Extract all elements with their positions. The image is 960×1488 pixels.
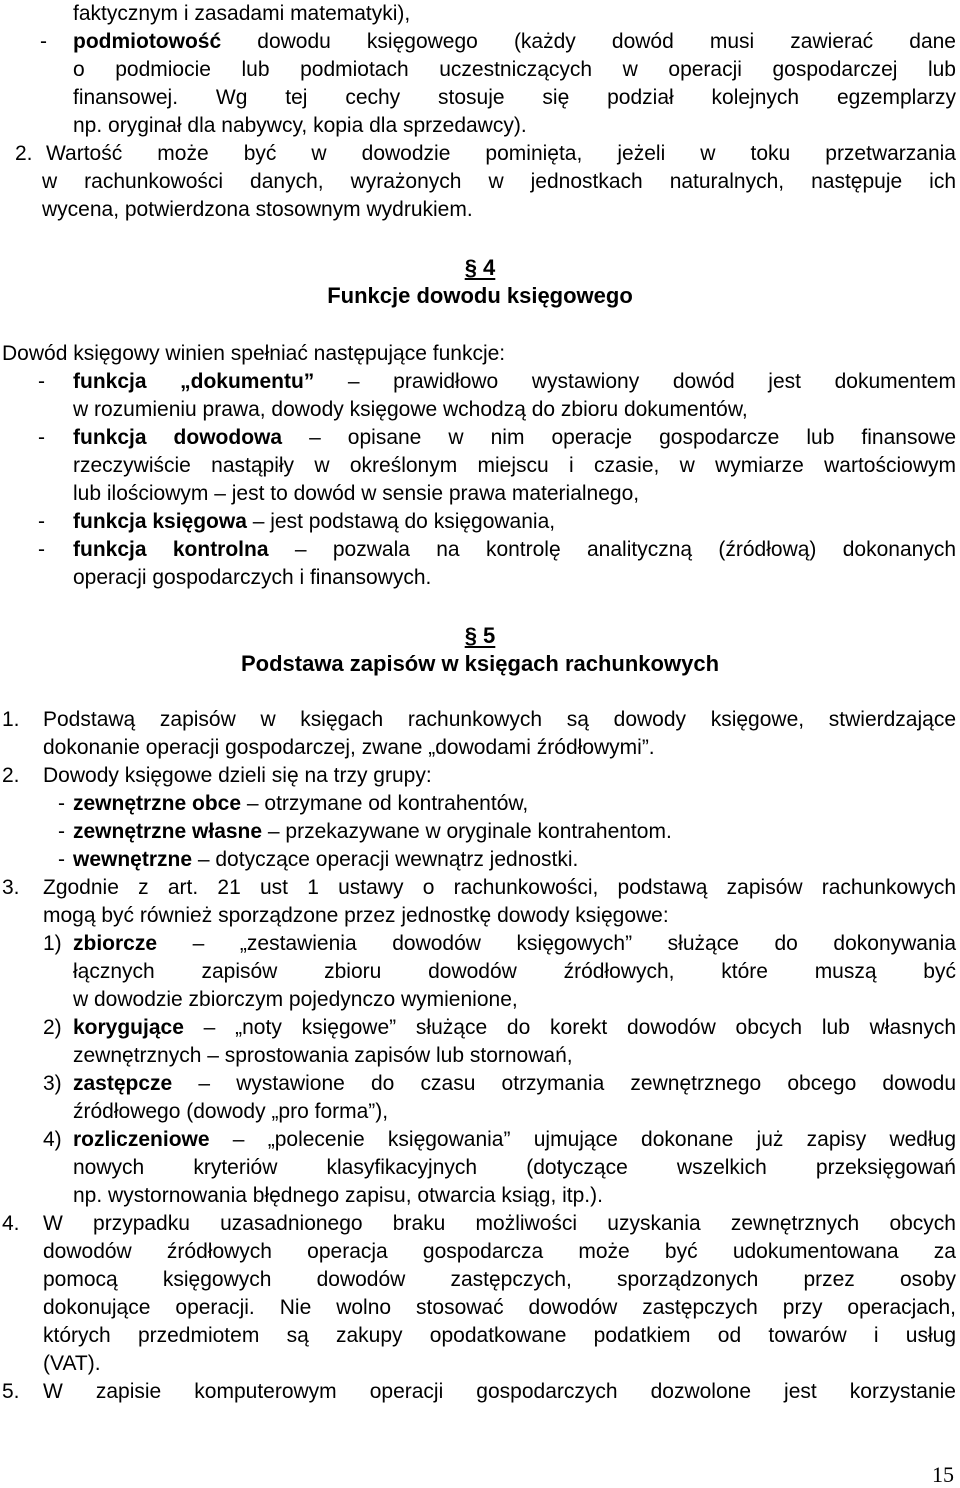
list-item-text xyxy=(73,368,956,396)
list-marker: 5. xyxy=(2,1380,20,1403)
list-item-description: – przekazywane w oryginale kontrahentom. xyxy=(262,820,672,843)
list-marker: - xyxy=(38,370,45,393)
paragraph-line xyxy=(0,112,960,140)
list-item-text xyxy=(73,1014,956,1042)
list-item xyxy=(0,140,960,168)
paragraph-line xyxy=(0,0,960,28)
list-item xyxy=(0,368,960,396)
paragraph-line xyxy=(0,958,960,986)
paragraph-line-text: lub ilościowym – jest to dowód w sensie prawa materialnego, xyxy=(73,482,640,505)
list-item-term: funkcja kontrolna xyxy=(73,538,269,561)
list-item-text xyxy=(73,1070,956,1098)
list-item xyxy=(0,930,960,958)
paragraph-line xyxy=(0,1350,960,1378)
paragraph-line-text: w rachunkowości danych, wyrażonych w jednostkach naturalnych, następuje ich xyxy=(42,170,956,193)
paragraph-line-text: których przedmiotem są zakupy opodatkowane podatkiem od towarów i usług xyxy=(43,1324,956,1347)
list-item-description: W przypadku uzasadnionego braku możliwości uzyskania zewnętrznych obcych xyxy=(43,1212,956,1235)
list-item-text xyxy=(73,424,956,452)
list-item-text xyxy=(73,846,956,874)
list-item-term: korygujące xyxy=(73,1016,184,1039)
list-item-description: – prawidłowo wystawiony dowód jest dokumentem xyxy=(314,370,956,393)
paragraph-line xyxy=(0,1266,960,1294)
page-number: 15 xyxy=(932,1462,954,1487)
list-item-text xyxy=(73,28,956,56)
list-marker: 1. xyxy=(2,708,20,731)
paragraph-line-text: dokonanie operacji gospodarczej, zwane „dowodami źródłowymi”. xyxy=(43,736,655,759)
list-item-term: wewnętrzne xyxy=(73,848,193,871)
list-item xyxy=(0,1210,960,1238)
paragraph-line xyxy=(0,1182,960,1210)
list-item-text xyxy=(73,790,956,818)
section-number-text: § 5 xyxy=(464,623,496,648)
paragraph-line-text: np. oryginał dla nabywcy, kopia dla sprzedawcy). xyxy=(73,114,527,137)
list-marker: 2) xyxy=(43,1016,62,1039)
list-marker: 1) xyxy=(43,932,62,955)
paragraph-line xyxy=(0,340,960,368)
list-item-text xyxy=(73,1126,956,1154)
list-marker: 2. xyxy=(2,764,20,787)
paragraph-line-text: zewnętrznych – sprostowania zapisów lub stornowań, xyxy=(73,1044,573,1067)
list-marker: - xyxy=(40,30,47,53)
list-marker: - xyxy=(38,538,45,561)
list-item xyxy=(0,1014,960,1042)
list-item-description: – wystawione do czasu otrzymania zewnętrznego obcego dowodu xyxy=(172,1072,956,1095)
list-marker: - xyxy=(58,848,65,871)
list-item xyxy=(0,818,960,846)
list-item xyxy=(0,790,960,818)
section-number xyxy=(0,254,960,282)
list-item-description: – „polecenie księgowania” ujmujące dokonane już zapisy według xyxy=(209,1128,956,1151)
list-item-text xyxy=(73,930,956,958)
list-item xyxy=(0,1070,960,1098)
list-item-description: W zapisie komputerowym operacji gospodarczych dozwolone jest korzystanie xyxy=(43,1380,956,1403)
paragraph-line-text: wycena, potwierdzona stosownym wydrukiem. xyxy=(42,198,473,221)
list-marker: 3) xyxy=(43,1072,62,1095)
paragraph-line-text: źródłowego (dowody „pro forma”), xyxy=(73,1100,389,1123)
list-item-text xyxy=(43,1210,956,1238)
list-item-term: funkcja dowodowa xyxy=(73,426,283,449)
list-item xyxy=(0,28,960,56)
paragraph-line-text: finansowej. Wg tej cechy stosuje się podział kolejnych egzemplarzy xyxy=(73,86,956,109)
paragraph-line-text: pomocą księgowych dowodów zastępczych, sporządzonych przez osoby xyxy=(43,1268,956,1291)
section-number xyxy=(0,622,960,650)
list-item-description: – „zestawienia dowodów księgowych” służące do dokonywania xyxy=(157,932,956,955)
list-item-text xyxy=(43,1378,956,1406)
list-item xyxy=(0,424,960,452)
section-heading xyxy=(0,282,960,310)
list-item-description: – dotyczące operacji wewnątrz jednostki. xyxy=(192,848,579,871)
paragraph-line xyxy=(0,480,960,508)
list-item-description: Zgodnie z art. 21 ust 1 ustawy o rachunkowości, podstawą zapisów rachunkowych xyxy=(43,876,956,899)
paragraph-line xyxy=(0,196,960,224)
list-item xyxy=(0,1378,960,1406)
list-item-term: podmiotowość xyxy=(73,30,222,53)
list-item-text xyxy=(43,762,956,790)
list-item-text xyxy=(73,508,956,536)
paragraph-line xyxy=(0,734,960,762)
list-item-description: – opisane w nim operacje gospodarcze lub finansowe xyxy=(282,426,956,449)
list-item-description: – pozwala na kontrolę analityczną (źródłową) dokonanych xyxy=(268,538,956,561)
list-item-description: Dowody księgowe dzieli się na trzy grupy: xyxy=(43,764,432,787)
list-marker: - xyxy=(38,510,45,533)
paragraph-line-text: łącznych zapisów zbioru dowodów źródłowych, które muszą być xyxy=(73,960,956,983)
paragraph-line xyxy=(0,1322,960,1350)
list-item-term: zbiorcze xyxy=(73,932,158,955)
paragraph-line xyxy=(0,986,960,1014)
list-item-term: zastępcze xyxy=(73,1072,173,1095)
section-heading xyxy=(0,650,960,678)
paragraph-line xyxy=(0,1154,960,1182)
list-marker: - xyxy=(58,792,65,815)
paragraph-line-text: w dowodzie zbiorczym pojedynczo wymienione, xyxy=(73,988,518,1011)
list-item xyxy=(0,706,960,734)
list-item-term: zewnętrzne obce xyxy=(73,792,242,815)
list-marker: 2. xyxy=(15,142,33,165)
paragraph-line xyxy=(0,452,960,480)
paragraph-line xyxy=(0,396,960,424)
list-marker: - xyxy=(38,426,45,449)
paragraph-line-text: operacji gospodarczych i finansowych. xyxy=(73,566,432,589)
list-item-description: Wartość może być w dowodzie pominięta, jeżeli w toku przetwarzania xyxy=(46,142,956,165)
list-item-term: rozliczeniowe xyxy=(73,1128,210,1151)
paragraph-line-text: Dowód księgowy winien spełniać następujące funkcje: xyxy=(2,342,506,365)
list-item-text xyxy=(46,140,956,168)
list-item-term: funkcja księgowa xyxy=(73,510,247,533)
paragraph-line xyxy=(0,168,960,196)
paragraph-line-text: nowych kryteriów klasyfikacyjnych (dotyczące wszelkich przeksięgowań xyxy=(73,1156,956,1179)
list-item-description: – „noty księgowe” służące do korekt dowodów obcych lub własnych xyxy=(183,1016,956,1039)
paragraph-line xyxy=(0,1042,960,1070)
list-item xyxy=(0,762,960,790)
list-item xyxy=(0,536,960,564)
list-item-text xyxy=(73,818,956,846)
paragraph-line xyxy=(0,902,960,930)
paragraph-line xyxy=(0,1238,960,1266)
list-marker: 4. xyxy=(2,1212,20,1235)
list-item-term: zewnętrzne własne xyxy=(73,820,263,843)
list-item xyxy=(0,846,960,874)
section-number-text: § 4 xyxy=(464,255,496,280)
paragraph-line-text: dowodów źródłowych operacja gospodarcza może być udokumentowana za xyxy=(43,1240,956,1263)
paragraph-line xyxy=(0,56,960,84)
list-item-description: Podstawą zapisów w księgach rachunkowych są dowody księgowe, stwierdzające xyxy=(43,708,956,731)
paragraph-line-text: w rozumieniu prawa, dowody księgowe wchodzą do zbioru dokumentów, xyxy=(73,398,748,421)
section-heading-text: Funkcje dowodu księgowego xyxy=(327,283,633,308)
list-item xyxy=(0,1126,960,1154)
paragraph-line-text: rzeczywiście nastąpiły w określonym miejscu i czasie, w wymiarze wartościowym xyxy=(73,454,956,477)
list-item xyxy=(0,874,960,902)
list-item-text xyxy=(43,874,956,902)
list-item-description: dowodu księgowego (każdy dowód musi zawierać dane xyxy=(221,30,956,53)
paragraph-line-text: dokonujące operacji. Nie wolno stosować dowodów zastępczych przy operacjach, xyxy=(43,1296,956,1319)
list-item-description: – jest podstawą do księgowania, xyxy=(246,510,556,533)
list-marker: 4) xyxy=(43,1128,62,1151)
paragraph-line xyxy=(0,1294,960,1322)
paragraph-line xyxy=(0,564,960,592)
paragraph-line-text: o podmiocie lub podmiotach uczestniczących w operacji gospodarczej lub xyxy=(73,58,956,81)
list-item-description: – otrzymane od kontrahentów, xyxy=(241,792,529,815)
list-item-text xyxy=(43,706,956,734)
list-item xyxy=(0,508,960,536)
list-item-text xyxy=(73,536,956,564)
paragraph-line-text: faktycznym i zasadami matematyki), xyxy=(73,2,411,25)
paragraph-line-text: mogą być również sporządzone przez jednostkę dowody księgowe: xyxy=(43,904,669,927)
list-item-term: funkcja „dokumentu” xyxy=(73,370,315,393)
section-heading-text: Podstawa zapisów w księgach rachunkowych xyxy=(240,651,720,676)
paragraph-line xyxy=(0,84,960,112)
paragraph-line xyxy=(0,1098,960,1126)
list-marker: 3. xyxy=(2,876,20,899)
paragraph-line-text: np. wystornowania błędnego zapisu, otwarcia ksiąg, itp.). xyxy=(73,1184,603,1207)
paragraph-line-text: (VAT). xyxy=(43,1352,101,1375)
list-marker: - xyxy=(58,820,65,843)
